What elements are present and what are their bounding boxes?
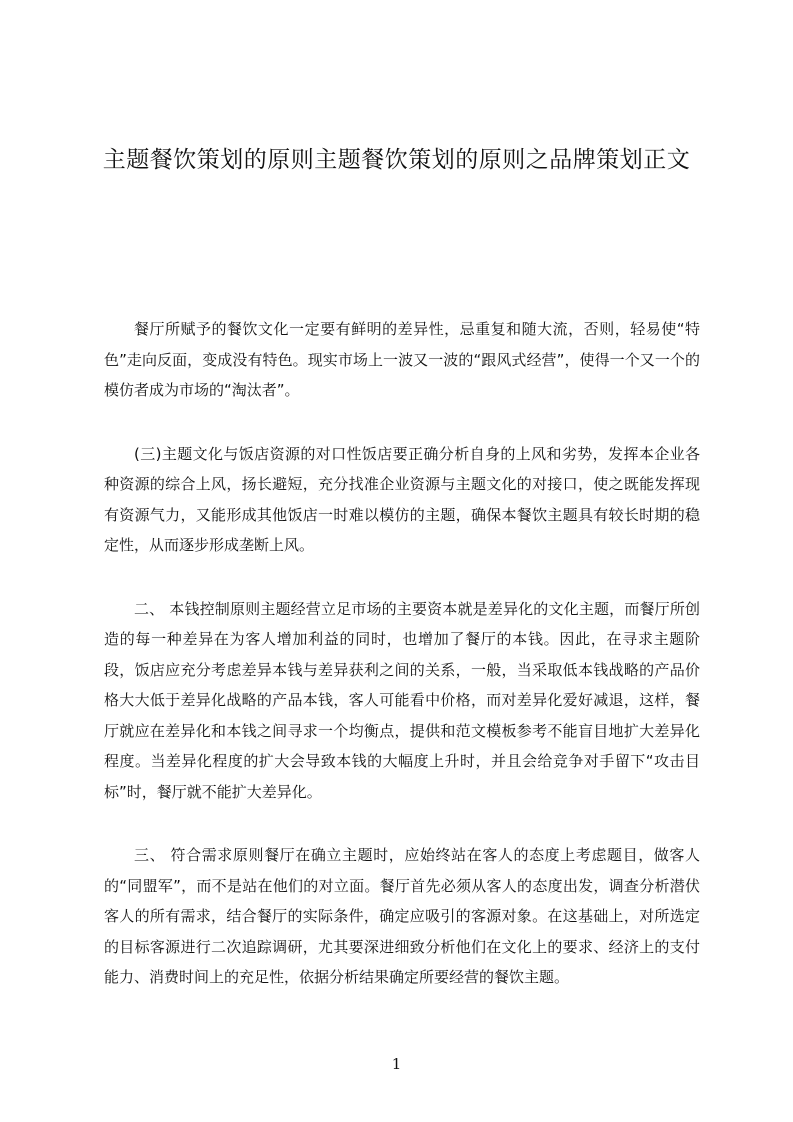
- page-number: 1: [391, 1055, 402, 1073]
- paragraph-customer-demand: 三、 符合需求原则餐厅在确立主题时，应始终站在客人的态度上考虑题目，做客人的“同盟军”，而不是站在他们的对立面。餐厅首先必须从客人的态度出发，调查分析潜伏客人的所有需求，结合餐厅的实际条件，确定应吸引的客源对象。在这基础上，对所选定的目标客源进行二次追踪调研，尤其要深进细致分析他们在文化上的要求、经济上的支付能力、消费时间上的充足性，依据分析结果确定所要经营的餐饮主题。: [104, 846, 700, 986]
- paragraph-resource-fit: (三)主题文化与饭店资源的对口性饭店要正确分析自身的上风和劣势，发挥本企业各种资源的综合上风，扬长避短，充分找准企业资源与主题文化的对接口，使之既能发挥现有资源气力，又能形成其他饭店一时难以模仿的主题，确保本餐饮主题具有较长时期的稳定性，从而逐步形成垄断上风。: [104, 444, 700, 554]
- paragraph-cost-control: 二、 本钱控制原则主题经营立足市场的主要资本就是差异化的文化主题，而餐厅所创造的每一种差异在为客人增加利益的同时，也增加了餐厅的本钱。因此，在寻求主题阶段，饭店应充分考虑差异本钱与差异获利之间的关系，一般，当采取低本钱战略的产品价格大大低于差异化战略的产品本钱，客人可能看中价格，而对差异化爱好减退，这样，餐厅就应在差异化和本钱之间寻求一个均衡点，提供和范文模板参考不能盲目地扩大差异化程度。当差异化程度的扩大会导致本钱的大幅度上升时，并且会给竞争对手留下“攻击目标”时，餐厅就不能扩大差异化。: [104, 599, 700, 801]
- document-title: 主题餐饮策划的原则主题餐饮策划的原则之品牌策划正文: [102, 147, 691, 173]
- paragraph-differentiation: 餐厅所赋予的餐饮文化一定要有鲜明的差异性，忌重复和随大流，否则，轻易使“特色”走向反面，变成没有特色。现实市场上一波又一波的“跟风式经营”，使得一个又一个的模仿者成为市场的“淘汰者”。: [104, 320, 700, 399]
- document-body: [104, 314, 700, 1026]
